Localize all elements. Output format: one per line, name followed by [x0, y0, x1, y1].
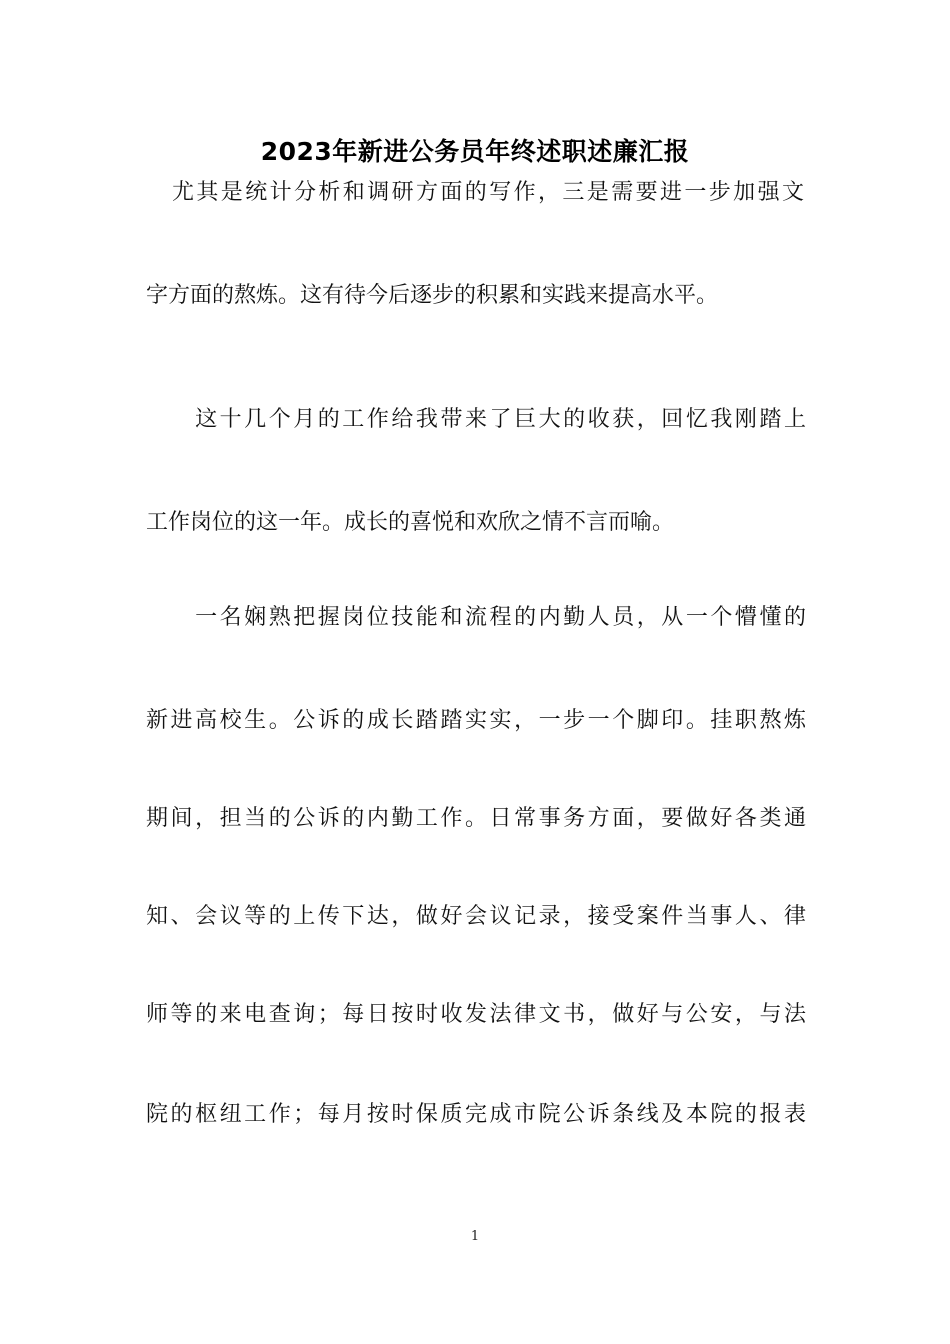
document-title: 2023年新进公务员年终述职述廉汇报 — [260, 137, 690, 166]
paragraph-line: 尤其是统计分析和调研方面的写作，三是需要进一步加强文 — [172, 180, 804, 205]
paragraph-line: 字方面的熬炼。这有待今后逐步的积累和实践来提高水平。 — [146, 283, 719, 308]
paragraph-line: 这十几个月的工作给我带来了巨大的收获，回忆我刚踏上 — [146, 407, 806, 432]
paragraph-line: 知、会议等的上传下达，做好会议记录，接受案件当事人、律 — [146, 904, 806, 929]
paragraph-line: 工作岗位的这一年。成长的喜悦和欢欣之情不言而喻。 — [146, 510, 675, 535]
paragraph-line: 期间，担当的公诉的内勤工作。日常事务方面，要做好各类通 — [146, 806, 806, 831]
paragraph-line: 院的枢纽工作；每月按时保质完成市院公诉条线及本院的报表 — [146, 1102, 806, 1127]
paragraph-line: 新进高校生。公诉的成长踏踏实实，一步一个脚印。挂职熬炼 — [146, 708, 806, 733]
page-number: 1 — [470, 1229, 480, 1244]
paragraph-line: 师等的来电查询；每日按时收发法律文书，做好与公安，与法 — [146, 1002, 806, 1027]
paragraph-line: 一名娴熟把握岗位技能和流程的内勤人员，从一个懵懂的 — [146, 605, 806, 630]
